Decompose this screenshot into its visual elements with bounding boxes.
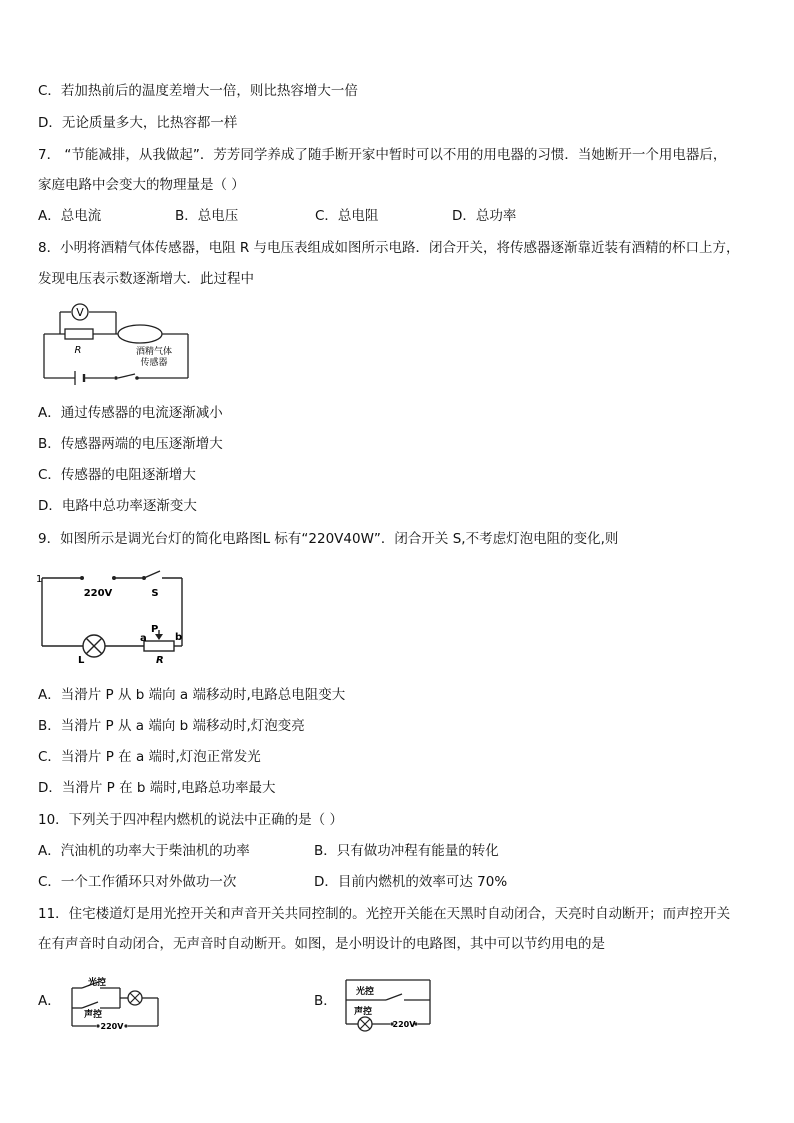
q7-option-d: D．总功率 (452, 208, 517, 224)
q11a-sound-control-label: 声控 (84, 1010, 103, 1020)
q9-option-b: B．当滑片 P 从 a 端向 b 端移动时,灯泡变亮 (38, 718, 305, 734)
q7-option-c: C．总电阻 (315, 208, 379, 224)
q11a-light-control-label: 光控 (88, 978, 107, 988)
q9-option-c: C．当滑片 P 在 a 端时,灯泡正常发光 (38, 749, 261, 765)
q9-option-d: D．当滑片 P 在 b 端时,电路总功率最大 (38, 780, 276, 796)
q9-end-b-label: b (175, 632, 183, 643)
q9-end-a-label: a (140, 633, 147, 644)
q9-switch-label: S (151, 588, 159, 599)
q7-stem-line1: 7． “节能减排，从我做起”．芳芳同学养成了随手断开家中暂时可以不用的用电器的习惯．当她断开一个用电器后， (38, 147, 727, 163)
q11-option-a-label: A． (38, 993, 61, 1009)
alcohol-sensor-symbol (118, 325, 162, 343)
q11a-voltage-label: 220V (100, 1022, 124, 1031)
q10-option-d: D．目前内燃机的效率可达 70% (314, 874, 508, 890)
q8-sensor-label-line2: 传感器 (140, 358, 168, 368)
q8-stem-line2: 发现电压表示数逐渐增大．此过程中 (38, 271, 254, 287)
q6-option-c: C．若加热前后的温度差增大一倍，则比热容增大一倍 (38, 83, 358, 99)
q10-option-b: B．只有做功冲程有能量的转化 (314, 843, 499, 859)
q11-option-b-label: B． (314, 993, 337, 1009)
q7-stem-line2: 家庭电路中会变大的物理量是（ ） (38, 177, 245, 193)
q8-sensor-label-line1: 酒精气体 (135, 347, 173, 357)
q11-circuit-b (340, 972, 440, 1038)
q11-stem-line2: 在有声音时自动闭合，无声音时自动断开。如图，是小明设计的电路图，其中可以节约用电的是 (38, 936, 605, 952)
q8-voltmeter-label: V (76, 306, 84, 319)
q8-option-b: B．传感器两端的电压逐渐增大 (38, 436, 223, 452)
rheostat-symbol (144, 641, 174, 651)
q9-stem: 9．如图所示是调光台灯的简化电路图L 标有“220V40W”．闭合开关 S,不考虑灯泡电阻的变化,则 (38, 531, 619, 547)
q9-option-a: A．当滑片 P 从 b 端向 a 端移动时,电路总电阻变大 (38, 687, 346, 703)
q7-option-b: B．总电压 (175, 208, 239, 224)
q6-option-d: D．无论质量多大，比热容都一样 (38, 115, 238, 131)
q11b-voltage-label: 220V (392, 1020, 416, 1029)
q10-stem: 10．下列关于四冲程内燃机的说法中正确的是（ ） (38, 812, 343, 828)
q8-circuit-figure (38, 300, 200, 392)
q9-lamp-label: L (78, 655, 85, 666)
q11-circuit-a (66, 972, 170, 1034)
q11-stem-line1: 11．住宅楼道灯是用光控开关和声音开关共同控制的。光控开关能在天黑时自动闭合，天亮时自动断开；而声控开关 (38, 906, 731, 922)
q9-rheostat-label: R (156, 655, 164, 666)
q9-voltage-label: 220V (83, 588, 113, 599)
q8-option-a: A．通过传感器的电流逐渐减小 (38, 405, 223, 421)
q10-option-a: A．汽油机的功率大于柴油机的功率 (38, 843, 250, 859)
q8-option-c: C．传感器的电阻逐渐增大 (38, 467, 196, 483)
resistor-symbol (65, 329, 93, 339)
q7-option-a: A．总电流 (38, 208, 102, 224)
q8-stem-line1: 8．小明将酒精气体传感器，电阻 R 与电压表组成如图所示电路．闭合开关，将传感器逐渐靠近装有酒精的杯口上方， (38, 240, 740, 256)
q11b-light-control-label: 光控 (356, 987, 375, 997)
q9-edge-mark: 1 (36, 574, 43, 585)
q8-option-d: D．电路中总功率逐渐变大 (38, 498, 197, 514)
q10-option-c: C．一个工作循环只对外做功一次 (38, 874, 237, 890)
q8-resistor-label: R (74, 345, 82, 356)
q9-slider-p-label: P (151, 624, 159, 635)
q11b-sound-control-label: 声控 (354, 1007, 373, 1017)
q9-circuit-figure (34, 568, 200, 668)
